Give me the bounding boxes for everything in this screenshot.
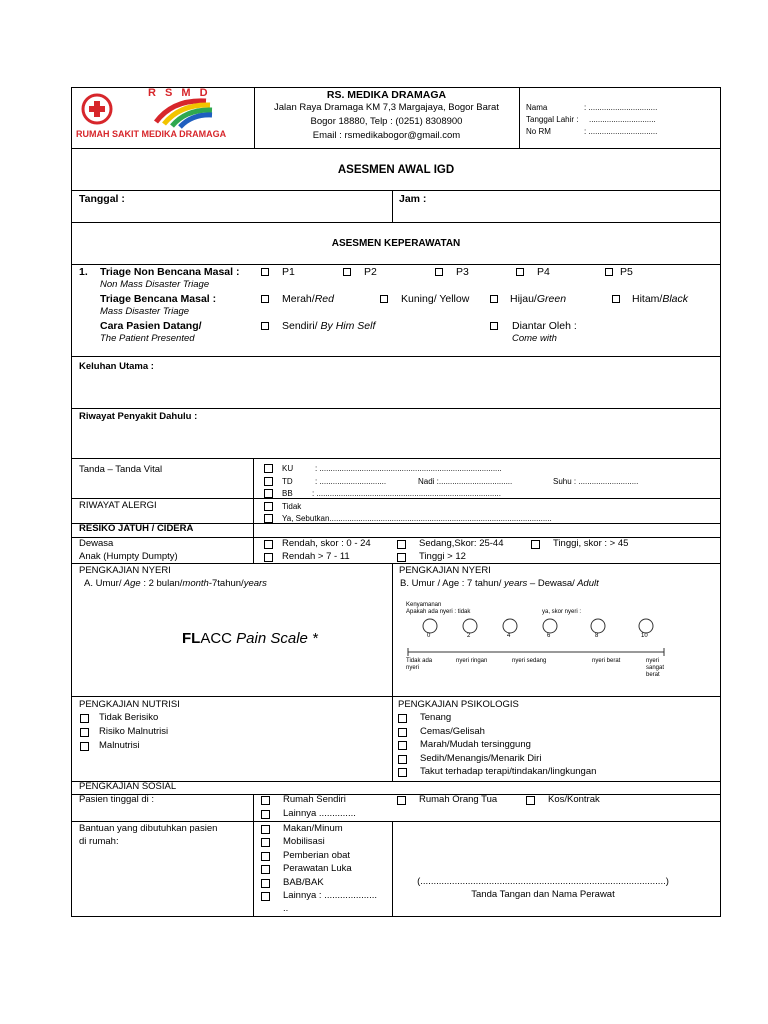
triage-bencana-en: Mass Disaster Triage — [100, 306, 190, 317]
psi-item-5: Takut terhadap terapi/tindakan/lingkungan — [420, 766, 597, 777]
td-label: TD — [282, 477, 293, 486]
cara-en: The Patient Presented — [100, 333, 195, 344]
psikologis-label: PENGKAJIAN PSIKOLOGIS — [398, 699, 519, 710]
triage-bencana-label: Triage Bencana Masal : — [100, 293, 217, 305]
option-p3: P3 — [456, 266, 469, 278]
pain-label-3: nyeri berat — [592, 658, 621, 664]
frame-right — [720, 87, 721, 917]
checkbox-nutrisi-3[interactable] — [80, 742, 89, 751]
signature-line[interactable]: (.............................................................................................) — [417, 876, 669, 887]
checkbox-psi-5[interactable] — [398, 768, 407, 777]
hospital-email: Email : rsmedikabogor@gmail.com — [312, 130, 461, 141]
checkbox-rendah-dewasa[interactable] — [264, 540, 273, 549]
patient-name-field[interactable]: : ............................... — [584, 103, 658, 112]
opt-rumah-ortu: Rumah Orang Tua — [419, 794, 498, 805]
triage-non-label: Triage Non Bencana Masal : — [100, 266, 240, 278]
alergi-tidak: Tidak — [282, 502, 302, 511]
sedang-dewasa: Sedang,Skor: 25-44 — [419, 538, 504, 549]
suhu-field[interactable]: Suhu : ........................... — [553, 477, 639, 486]
psi-item-3: Marah/Mudah tersinggung — [420, 739, 531, 750]
checkbox-bantuan-4[interactable] — [261, 865, 270, 874]
checkbox-rendah-anak[interactable] — [264, 553, 273, 562]
checkbox-bantuan-5[interactable] — [261, 879, 270, 888]
checkbox-p1[interactable] — [261, 268, 269, 276]
psi-item-1: Tenang — [420, 712, 452, 723]
logo-letters: R S M D — [148, 87, 211, 99]
psi-item-2: Cemas/Gelisah — [420, 726, 485, 737]
triage-number: 1. — [79, 266, 88, 278]
cara-label: Cara Pasien Datang/ — [100, 320, 202, 332]
nyeri-a: A. Umur/ Age : 2 bulan/month-7tahun/years — [84, 578, 267, 589]
checkbox-bantuan-3[interactable] — [261, 852, 270, 861]
tinggi-dewasa: Tinggi, skor : > 45 — [553, 538, 629, 549]
checkbox-rumah-ortu[interactable] — [397, 796, 406, 805]
bantuan-dots: .. — [283, 903, 289, 914]
checkbox-kuning[interactable] — [380, 295, 388, 303]
opt-kos: Kos/Kontrak — [548, 794, 600, 805]
checkbox-psi-3[interactable] — [398, 741, 407, 750]
option-diantar: Diantar Oleh : — [512, 320, 577, 332]
option-p2: P2 — [364, 266, 377, 278]
checkbox-nutrisi-2[interactable] — [80, 728, 89, 737]
pain-num-2: 2 — [467, 633, 471, 639]
pain-num-0: 0 — [427, 633, 431, 639]
checkbox-tinggi-dewasa[interactable] — [531, 540, 540, 549]
jatuh-dewasa: Dewasa — [79, 538, 114, 549]
rendah-anak: Rendah > 7 - 11 — [282, 551, 350, 562]
riwayat-label[interactable]: Riwayat Penyakit Dahulu : — [79, 411, 198, 422]
checkbox-hitam[interactable] — [612, 295, 620, 303]
checkbox-sedang[interactable] — [397, 540, 406, 549]
nyeri-label-left: PENGKAJIAN NYERI — [79, 565, 171, 576]
jam-label[interactable]: Jam : — [399, 193, 427, 205]
pain-label-4: nyeri sangat berat — [646, 658, 665, 678]
checkbox-bantuan-2[interactable] — [261, 838, 270, 847]
bantuan-item-6[interactable]: Lainnya : .................... — [283, 890, 377, 901]
checkbox-psi-1[interactable] — [398, 714, 407, 723]
bantuan-label-2: di rumah: — [79, 836, 119, 847]
nyeri-b: B. Umur / Age : 7 tahun/ years – Dewasa/ Adult — [400, 578, 599, 589]
option-kuning: Kuning/ Yellow — [401, 293, 470, 305]
checkbox-diantar[interactable] — [490, 322, 498, 330]
checkbox-psi-4[interactable] — [398, 755, 407, 764]
checkbox-p4[interactable] — [516, 268, 524, 276]
checkbox-ku[interactable] — [264, 464, 273, 473]
bantuan-item-4: Perawatan Luka — [283, 863, 352, 874]
checkbox-tinggi-anak[interactable] — [397, 553, 406, 562]
pain-scale-question: Apakah ada nyeri : tidak — [406, 609, 471, 615]
jatuh-label: RESIKO JATUH / CIDERA — [79, 523, 194, 534]
patient-dob-label: Tanggal Lahir : — [526, 115, 579, 124]
psi-item-4: Sedih/Menangis/Menarik Diri — [420, 753, 542, 764]
vital-label: Tanda – Tanda Vital — [79, 464, 163, 475]
pain-num-8: 8 — [595, 633, 599, 639]
keluhan-label[interactable]: Keluhan Utama : — [79, 361, 154, 372]
checkbox-p5[interactable] — [605, 268, 613, 276]
pain-label-0: Tidak ada nyeri — [406, 658, 433, 671]
bantuan-item-1: Makan/Minum — [283, 823, 343, 834]
patient-rm-label: No RM — [526, 127, 551, 136]
checkbox-psi-2[interactable] — [398, 728, 407, 737]
patient-name-label: Nama — [526, 103, 548, 112]
page-title: ASESMEN AWAL IGD — [337, 164, 455, 176]
checkbox-rumah-sendiri[interactable] — [261, 796, 270, 805]
triage-non-en: Non Mass Disaster Triage — [100, 279, 210, 290]
option-p4: P4 — [537, 266, 550, 278]
ku-label: KU — [282, 464, 294, 473]
frame-bottom — [71, 916, 721, 917]
pain-scale-question2: ya, skor nyeri : — [542, 609, 582, 615]
checkbox-p3[interactable] — [435, 268, 443, 276]
option-hitam: Hitam/Black — [632, 293, 689, 305]
nutrisi-item-2: Risiko Malnutrisi — [99, 726, 169, 737]
patient-dob-field[interactable]: .............................. — [589, 115, 656, 124]
hospital-address: Jalan Raya Dramaga KM 7,3 Margajaya, Bogor Barat — [274, 102, 499, 113]
opt-lainnya-tinggal[interactable]: Lainnya .............. — [283, 808, 356, 819]
checkbox-lainnya-tinggal[interactable] — [261, 810, 270, 819]
checkbox-td[interactable] — [264, 477, 273, 486]
hospital-postal: Bogor 18880, Telp : (0251) 8308900 — [310, 116, 463, 127]
nutrisi-item-1: Tidak Berisiko — [99, 712, 159, 723]
opt-rumah-sendiri: Rumah Sendiri — [283, 794, 346, 805]
option-diantar-en: Come with — [512, 333, 557, 344]
nadi-field[interactable]: Nadi :................................. — [418, 477, 513, 486]
bantuan-label-1: Bantuan yang dibutuhkan pasien — [79, 823, 218, 834]
bantuan-item-5: BAB/BAK — [283, 877, 324, 888]
rendah-dewasa: Rendah, skor : 0 - 24 — [282, 538, 371, 549]
checkbox-p2[interactable] — [343, 268, 351, 276]
bb-label: BB — [282, 489, 293, 498]
pain-label-1: nyeri ringan — [456, 658, 488, 664]
option-p1: P1 — [282, 266, 295, 278]
pain-scale-title: Kenyamanan — [406, 602, 442, 608]
hospital-name: RS. MEDIKA DRAMAGA — [326, 89, 447, 101]
checkbox-bb[interactable] — [264, 489, 273, 498]
pain-num-10: 10 — [641, 633, 648, 639]
checkbox-nutrisi-1[interactable] — [80, 714, 89, 723]
checkbox-merah[interactable] — [261, 295, 269, 303]
option-sendiri: Sendiri/ By Him Self — [282, 320, 376, 332]
option-hijau: Hijau/Green — [510, 293, 567, 305]
checkbox-bantuan-1[interactable] — [261, 825, 270, 834]
jatuh-anak: Anak (Humpty Dumpty) — [79, 551, 178, 562]
checkbox-alergi-ya[interactable] — [264, 514, 273, 523]
tanggal-label[interactable]: Tanggal : — [79, 193, 125, 205]
checkbox-bantuan-6[interactable] — [261, 892, 270, 901]
pain-faces — [402, 602, 674, 676]
flacc-title: FLACC Pain Scale * — [182, 630, 318, 647]
checkbox-sendiri[interactable] — [261, 322, 269, 330]
nutrisi-label: PENGKAJIAN NUTRISI — [79, 699, 180, 710]
checkbox-hijau[interactable] — [490, 295, 498, 303]
hospital-logo — [78, 89, 250, 145]
pain-num-6: 6 — [547, 633, 551, 639]
td-field[interactable]: : .............................. — [315, 477, 387, 486]
ku-field[interactable]: : .................................................................................. — [315, 464, 502, 473]
option-merah: Merah/Red — [282, 293, 334, 305]
section-keperawatan: ASESMEN KEPERAWATAN — [331, 238, 461, 249]
pain-label-2: nyeri sedang — [512, 658, 547, 664]
nyeri-label-right: PENGKAJIAN NYERI — [399, 565, 491, 576]
tinggi-anak: Tinggi > 12 — [419, 551, 466, 562]
patient-rm-field[interactable]: : ............................... — [584, 127, 658, 136]
signature-label: Tanda Tangan dan Nama Perawat — [471, 889, 615, 900]
checkbox-alergi-tidak[interactable] — [264, 502, 273, 511]
alergi-ya[interactable]: Ya, Sebutkan.................................................................................................... — [282, 514, 552, 523]
sosial-label: PENGKAJIAN SOSIAL — [79, 781, 177, 792]
bantuan-item-2: Mobilisasi — [283, 836, 325, 847]
pain-scale-graphic — [402, 602, 674, 676]
alergi-label: RIWAYAT ALERGI — [79, 500, 157, 511]
pain-num-4: 4 — [507, 633, 511, 639]
logo-name: RUMAH SAKIT MEDIKA DRAMAGA — [76, 129, 227, 139]
nutrisi-item-3: Malnutrisi — [99, 740, 140, 751]
tinggal-label: Pasien tinggal di : — [79, 794, 154, 805]
frame-left — [71, 87, 72, 917]
option-p5: P5 — [620, 266, 633, 278]
bantuan-item-3: Pemberian obat — [283, 850, 351, 861]
bb-field[interactable]: : ................................................................................... — [312, 489, 501, 498]
checkbox-kos[interactable] — [526, 796, 535, 805]
